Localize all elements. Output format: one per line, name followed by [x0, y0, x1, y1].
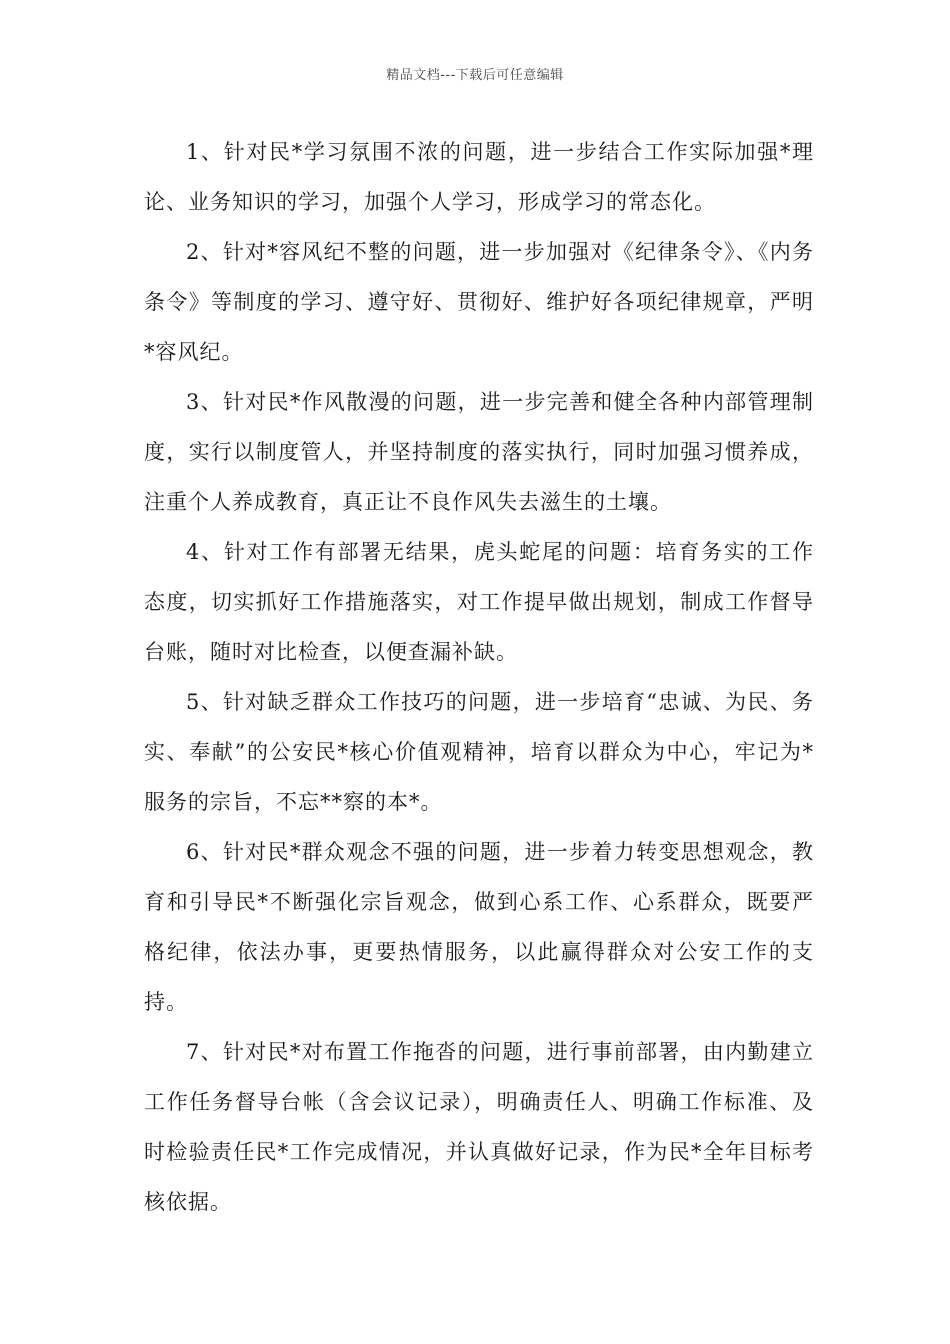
- paragraph-6: 6、针对民*群众观念不强的问题，进一步着力转变思想观念，教育和引导民*不断强化宗旨观念，做到心系工作、心系群众，既要严格纪律，依法办事，更要热情服务，以此赢得群众对公安工作的支持。: [144, 840, 814, 1014]
- paragraph-7: 7、针对民*对布置工作拖沓的问题，进行事前部署，由内勤建立工作任务督导台帐（含会议记录），明确责任人、明确工作标准、及时检验责任民*工作完成情况，并认真做好记录，作为民*全年目标考核依据。: [144, 1040, 814, 1214]
- document-body: [144, 127, 814, 1227]
- paragraph-4: 4、针对工作有部署无结果，虎头蛇尾的问题：培育务实的工作态度，切实抓好工作措施落实，对工作提早做出规划，制成工作督导台账，随时对比检查，以便查漏补缺。: [144, 540, 814, 664]
- paragraph-3: 3、针对民*作风散漫的问题，进一步完善和健全各种内部管理制度，实行以制度管人，并坚持制度的落实执行，同时加强习惯养成，注重个人养成教育，真正让不良作风失去滋生的土壤。: [144, 390, 814, 514]
- paragraph-1: 1、针对民*学习氛围不浓的问题，进一步结合工作实际加强*理论、业务知识的学习，加强个人学习，形成学习的常态化。: [144, 140, 814, 214]
- paragraph-2: 2、针对*容风纪不整的问题，进一步加强对《纪律条令》、《内务条令》等制度的学习、遵守好、贯彻好、维护好各项纪律规章，严明*容风纪。: [144, 240, 814, 364]
- paragraph-5: 5、针对缺乏群众工作技巧的问题，进一步培育“忠诚、为民、务实、奉献”的公安民*核心价值观精神，培育以群众为中心，牢记为*服务的宗旨，不忘**察的本*。: [144, 690, 814, 814]
- page-header: 精品文档---下载后可任意编辑: [386, 68, 564, 83]
